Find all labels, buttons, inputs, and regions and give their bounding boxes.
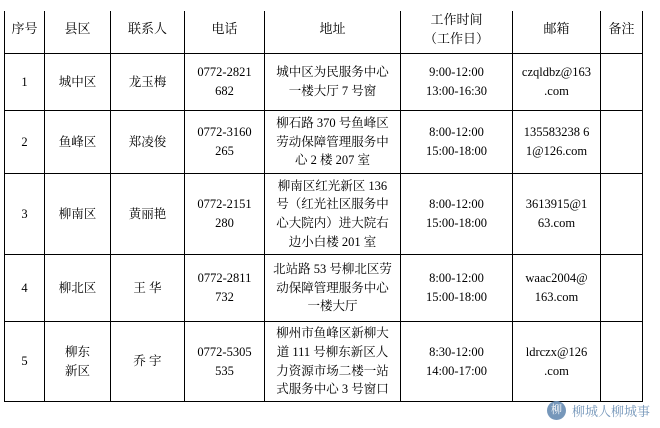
cell-address-line1: 柳南区红光新区 136	[277, 178, 388, 193]
column-header-county	[45, 5, 111, 54]
cell-email-line2: 1@126.com	[525, 144, 588, 158]
cell-working-hours-line2: 15:00-18:00	[425, 216, 488, 230]
cell-note	[601, 174, 643, 255]
cell-address	[265, 111, 401, 174]
column-header-contact-person	[111, 5, 185, 54]
cell-address	[265, 255, 401, 322]
cell-county	[45, 322, 111, 402]
cell-phone-line2: 280	[215, 216, 234, 230]
cell-phone-line2: 265	[215, 144, 234, 158]
cell-working-hours-line1: 8:00-12:00	[429, 271, 484, 286]
cell-working-hours	[401, 255, 513, 322]
watermark-label: 柳城人柳城事	[571, 404, 650, 419]
column-header-phone-line1: 电话	[211, 21, 238, 37]
cell-address-line2: 动保障管理服务中心	[276, 280, 389, 295]
cell-email-line1: czqldbz@163	[521, 65, 592, 80]
column-header-address-line1: 地址	[319, 21, 346, 37]
cell-contact-person-line1: 龙玉梅	[128, 74, 167, 89]
cell-working-hours	[401, 174, 513, 255]
table-header-row	[5, 5, 643, 54]
cell-phone	[185, 111, 265, 174]
page-top-margin	[0, 4, 660, 11]
table-row	[5, 54, 643, 111]
document-page	[0, 4, 660, 428]
cell-phone	[185, 255, 265, 322]
cell-email-line1: ldrczx@126	[525, 344, 588, 359]
cell-phone	[185, 54, 265, 111]
cell-working-hours	[401, 111, 513, 174]
cell-email-line2: .com	[544, 363, 569, 378]
cell-email	[513, 174, 601, 255]
column-header-county-line1: 县区	[64, 21, 91, 37]
cell-contact-person	[111, 54, 185, 111]
cell-note	[601, 322, 643, 402]
cell-phone-line1: 0772-2811	[197, 271, 252, 286]
cell-county	[45, 111, 111, 174]
cell-address	[265, 54, 401, 111]
cell-note	[601, 111, 643, 174]
cell-phone	[185, 322, 265, 402]
cell-address	[265, 322, 401, 402]
cell-email-line1: 135583238 6	[523, 125, 590, 140]
cell-index: 2	[5, 111, 45, 174]
cell-index: 4	[5, 255, 45, 322]
cell-contact-person-line1: 郑凌俊	[128, 134, 167, 149]
cell-county	[45, 174, 111, 255]
cell-address-line1: 柳石路 370 号鱼峰区	[276, 115, 389, 130]
column-header-working-hours	[401, 5, 513, 54]
cell-address-line2: 一楼大厅 7 号窗	[288, 84, 377, 98]
cell-working-hours	[401, 54, 513, 111]
cell-county-line2: 新区	[64, 363, 90, 378]
column-header-index-line1: 序号	[11, 21, 38, 37]
cell-contact-person	[111, 174, 185, 255]
table-header	[5, 5, 643, 54]
cell-phone-line1: 0772-5305	[197, 344, 252, 359]
cell-contact-person	[111, 111, 185, 174]
cell-address-line3: 力资源市场二楼一站	[276, 363, 389, 378]
cell-address-line4: 式服务中心 3 号窗口	[276, 382, 389, 397]
cell-contact-person	[111, 322, 185, 402]
cell-county-line1: 柳南区	[58, 206, 97, 221]
table-row	[5, 322, 643, 402]
column-header-email	[513, 5, 601, 54]
cell-email-line2: 163.com	[534, 290, 579, 304]
cell-index: 1	[5, 54, 45, 111]
cell-phone-line2: 535	[215, 363, 234, 378]
cell-working-hours-line1: 8:30-12:00	[429, 344, 484, 359]
cell-working-hours-line2: 15:00-18:00	[425, 144, 488, 158]
cell-note	[601, 255, 643, 322]
column-header-index	[5, 5, 45, 54]
cell-address-line1: 柳州市鱼峰区新柳大	[276, 326, 389, 340]
cell-address	[265, 174, 401, 255]
contact-table	[4, 4, 643, 402]
cell-phone	[185, 174, 265, 255]
cell-address-line3: 一楼大厅	[307, 299, 358, 314]
cell-contact-person-line1: 王 华	[133, 280, 162, 295]
cell-email	[513, 54, 601, 111]
column-header-contact-person-line1: 联系人	[127, 21, 167, 37]
cell-working-hours-line1: 8:00-12:00	[429, 125, 484, 140]
cell-phone-line1: 0772-2151	[197, 197, 252, 212]
column-header-email-line1: 邮箱	[543, 21, 570, 37]
cell-index: 5	[5, 322, 45, 402]
table-row	[5, 111, 643, 174]
cell-contact-person-line1: 黄丽艳	[128, 206, 167, 221]
cell-address-line2: 号（红光社区服务中	[276, 197, 389, 212]
cell-address-line3: 心大院内）进大院右	[276, 216, 389, 230]
column-header-working-hours-line1: 工作时间	[430, 11, 483, 27]
cell-note	[601, 54, 643, 111]
cell-county-line1: 柳东	[64, 344, 90, 359]
cell-address-line1: 城中区为民服务中心	[276, 65, 389, 80]
cell-contact-person	[111, 255, 185, 322]
cell-address-line3: 心 2 楼 207 室	[294, 153, 370, 168]
table-row	[5, 174, 643, 255]
cell-county-line1: 柳北区	[58, 280, 97, 295]
cell-index: 3	[5, 174, 45, 255]
cell-working-hours-line2: 15:00-18:00	[425, 290, 488, 304]
cell-address-line4: 边小白楼 201 室	[288, 234, 377, 249]
cell-phone-line2: 732	[215, 290, 234, 304]
column-header-note-line1: 备注	[608, 21, 635, 37]
column-header-working-hours-line2: （工作日）	[423, 31, 489, 46]
cell-phone-line2: 682	[215, 84, 234, 98]
cell-address-line1: 北站路 53 号柳北区劳	[273, 261, 392, 276]
column-header-note	[601, 5, 643, 54]
cell-email-line2: .com	[544, 84, 569, 98]
column-header-address	[265, 5, 401, 54]
table-body	[5, 54, 643, 402]
cell-working-hours-line2: 14:00-17:00	[425, 363, 488, 378]
column-header-phone	[185, 5, 265, 54]
cell-county	[45, 54, 111, 111]
cell-phone-line1: 0772-2821	[197, 65, 252, 80]
cell-email-line1: waac2004@	[525, 271, 588, 286]
cell-county-line1: 鱼峰区	[58, 134, 97, 149]
cell-address-line2: 劳动保障管理服务中	[276, 134, 389, 149]
cell-address-line2: 道 111 号柳东新区人	[276, 344, 389, 359]
watermark	[547, 401, 650, 420]
cell-email-line2: 63.com	[537, 216, 576, 230]
cell-working-hours-line1: 9:00-12:00	[429, 65, 484, 80]
cell-email-line1: 3613915@1	[525, 197, 588, 212]
cell-contact-person-line1: 乔 宇	[133, 354, 162, 369]
watermark-logo-icon: 柳	[547, 401, 566, 420]
cell-county-line1: 城中区	[58, 74, 97, 89]
cell-phone-line1: 0772-3160	[197, 125, 252, 140]
table-row	[5, 255, 643, 322]
cell-email	[513, 322, 601, 402]
cell-email	[513, 111, 601, 174]
cell-working-hours-line2: 13:00-16:30	[425, 84, 488, 98]
cell-working-hours	[401, 322, 513, 402]
cell-working-hours-line1: 8:00-12:00	[429, 197, 484, 212]
cell-county	[45, 255, 111, 322]
cell-email	[513, 255, 601, 322]
